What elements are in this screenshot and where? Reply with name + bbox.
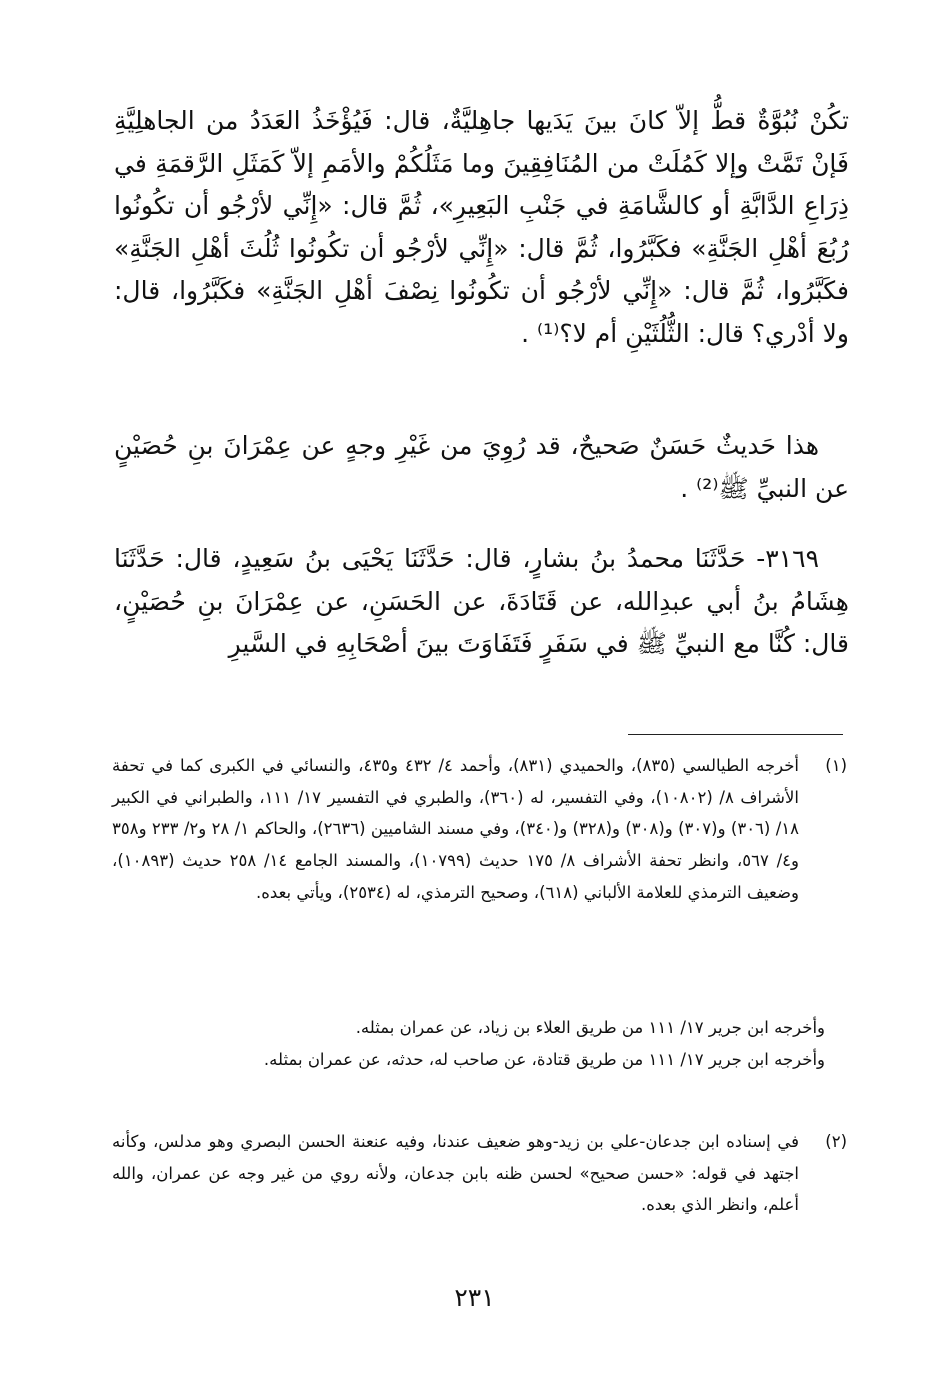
main-text-paragraph-grading: هذا حَديثٌ حَسَنٌ صَحيحٌ، قد رُوِيَ من غَيْرِ وجهٍ عن عِمْرَانَ بنِ حُصَيْنٍ عن النبيِّ ﷺ⁽²⁾ . [114, 431, 849, 503]
page-number: ٢٣١ [454, 1283, 495, 1312]
footnote-2-number: (٢) [825, 1132, 847, 1151]
footnote-1 [112, 750, 847, 909]
footnote-1-text: أخرجه الطيالسي (٨٣٥)، والحميدي (٨٣١)، وأحمد ٤/ ٤٣٢ و٤٣٥، والنسائي في الكبرى كما في تحفة الأشراف ٨/ (١٠٨٠٢)، وفي التفسير، له (٣٦٠)، والطبري في التفسير ١٧/ ١١١، والطبراني في الكبير ١٨/ (٣٠٦) و(٣٠٧) و(٣٠٨) و(٣٢٨) و(٣٤٠)، وفي مسند الشاميين (٢٦٣٦)، والحاكم ١/ ٢٨ و٢/ ٢٣٣ و٣٥٨ و٤/ ٥٦٧، وانظر تحفة الأشراف ٨/ ١٧٥ حديث (١٠٧٩٩)، والمسند الجامع ١٤/ ٢٥٨ حديث (١٠٨٩٣)، وضعيف الترمذي للعلامة الألباني (٦١٨)، وصحيح الترمذي، له (٢٥٣٤)، ويأتي بعده. [112, 756, 800, 902]
footnote-2-text: في إسناده ابن جدعان-علي بن زيد-وهو ضعيف عندنا، وفيه عنعنة الحسن البصري وهو مدلس، وكأنه اجتهد في قوله: «حسن صحيح» لحسن ظنه بابن جدعان، ولأنه روي من غير وجه عن عمران، والله أعلم، وانظر الذي بعده. [112, 1132, 799, 1215]
footnote-1-number: (١) [825, 756, 847, 775]
main-text-paragraph-hadith: تكُنْ نُبُوَّةٌ قطُّ إلاّ كانَ بينَ يَدَيها جاهِليَّةٌ، قال: فَيُؤْخَذُ العَدَدُ من الجاهلِيَّةِ فَإنْ تَمَّتْ وإلا كَمُلَتْ من المُنَافِقِينَ وما مَثَلُكُمْ والأمَمِ إلاّ كَمَثَلِ الرَّقمَةِ في ذِرَاعِ الدَّابَّةِ أو كالشَّامَةِ في جَنْبِ البَعِيرِ»، ثُمَّ قال: «إِنِّي لأرْجُو أن تكُونُوا رُبُعَ أهْلِ الجَنَّةِ» فكَبَّرُوا، ثُمَّ قال: «إِنِّي لأرْجُو أن تكُونُوا ثُلُثَ أهْلِ الجَنَّةِ» فكَبَّرُوا، ثُمَّ قال: «إِنِّي لأرْجُو أن تكُونُوا نِصْفَ أهْلِ الجَنَّةِ» فكَبَّرُوا، قال: ولا أدْري؟ قال: الثُّلُثَيْنِ أم لا؟⁽¹⁾ . [114, 106, 849, 348]
footnote-2 [112, 1126, 847, 1221]
footnote-separator-line [628, 734, 843, 735]
main-text-paragraph-hadith-3169: ٣١٦٩- حَدَّثَنَا محمدُ بنُ بشارٍ، قال: حَدَّثَنَا يَحْيَى بنُ سَعِيدٍ، قال: حَدَّثَنَا هِشَامُ بنُ أبي عبدِالله، عن قَتَادَةَ، عن الحَسَنِ، عن عِمْرَانَ بنِ حُصَيْنٍ، قال: كُنَّا مع النبيِّ ﷺ في سَفَرٍ فَتَفَاوَتَ بينَ أصْحَابِهِ في السَّيرِ [114, 544, 849, 659]
footnote-1-additional-1: وأخرجه ابن جرير ١٧/ ١١١ من طريق العلاء بن زياد، عن عمران بمثله. [355, 1018, 825, 1037]
footnote-1-additional-2: وأخرجه ابن جرير ١٧/ ١١١ من طريق قتادة، عن صاحب له، حدثه، عن عمران بمثله. [263, 1050, 825, 1069]
